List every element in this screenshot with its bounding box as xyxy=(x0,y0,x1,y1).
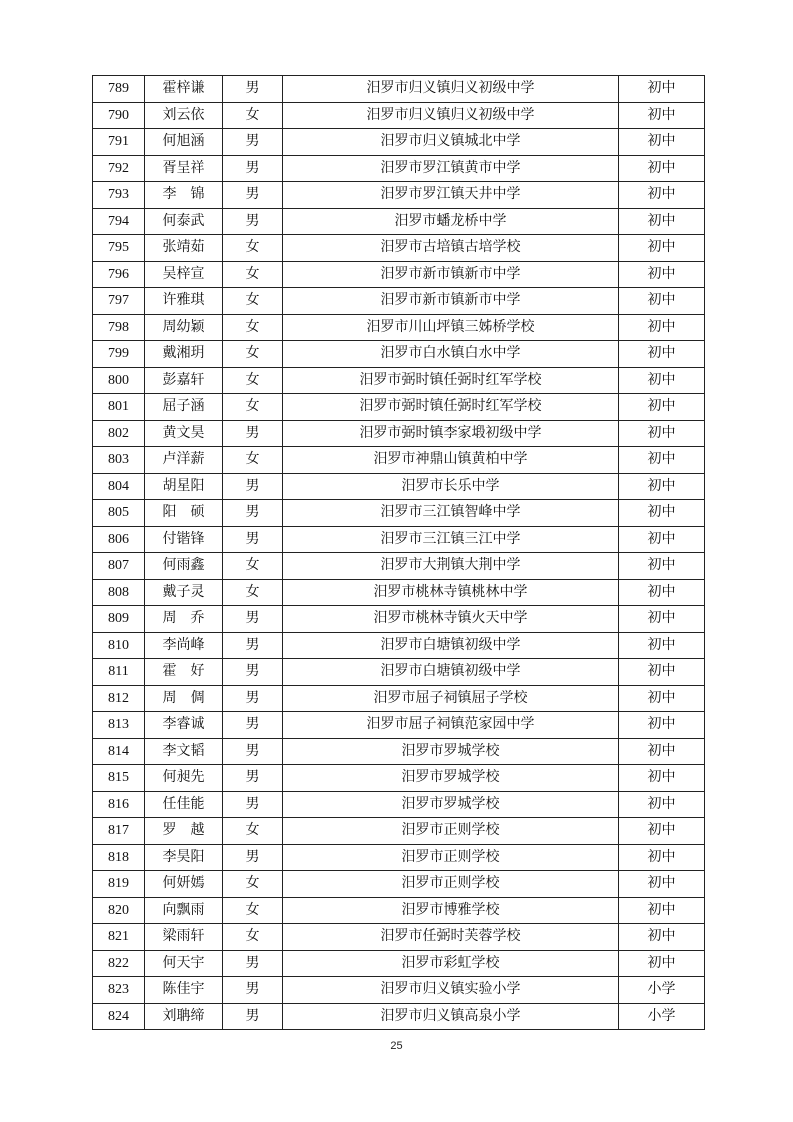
school-cell: 汨罗市白塘镇初级中学 xyxy=(283,632,619,659)
level-cell: 初中 xyxy=(619,182,705,209)
gender-cell: 男 xyxy=(223,791,283,818)
row-number-cell: 798 xyxy=(93,314,145,341)
table-row xyxy=(93,102,705,129)
gender-cell: 男 xyxy=(223,977,283,1004)
school-cell: 汨罗市弼时镇李家塅初级中学 xyxy=(283,420,619,447)
school-cell: 汨罗市神鼎山镇黄柏中学 xyxy=(283,447,619,474)
name-cell: 李 锦 xyxy=(145,182,223,209)
school-cell: 汨罗市博雅学校 xyxy=(283,897,619,924)
gender-cell: 女 xyxy=(223,314,283,341)
school-cell: 汨罗市弼时镇任弼时红军学校 xyxy=(283,367,619,394)
row-number-cell: 811 xyxy=(93,659,145,686)
name-cell: 黄文昊 xyxy=(145,420,223,447)
table-row xyxy=(93,288,705,315)
school-cell: 汨罗市白塘镇初级中学 xyxy=(283,659,619,686)
row-number-cell: 822 xyxy=(93,950,145,977)
row-number-cell: 819 xyxy=(93,871,145,898)
level-cell: 初中 xyxy=(619,659,705,686)
name-cell: 罗 越 xyxy=(145,818,223,845)
table-row xyxy=(93,447,705,474)
level-cell: 小学 xyxy=(619,977,705,1004)
row-number-cell: 816 xyxy=(93,791,145,818)
level-cell: 初中 xyxy=(619,685,705,712)
table-row xyxy=(93,579,705,606)
name-cell: 霍梓谦 xyxy=(145,76,223,103)
level-cell: 初中 xyxy=(619,394,705,421)
table-row xyxy=(93,394,705,421)
name-cell: 李文韬 xyxy=(145,738,223,765)
table-row xyxy=(93,659,705,686)
table-row xyxy=(93,977,705,1004)
name-cell: 何天宇 xyxy=(145,950,223,977)
level-cell: 初中 xyxy=(619,526,705,553)
school-cell: 汨罗市归义镇归义初级中学 xyxy=(283,76,619,103)
table-row xyxy=(93,844,705,871)
name-cell: 梁雨轩 xyxy=(145,924,223,951)
gender-cell: 男 xyxy=(223,685,283,712)
table-row xyxy=(93,367,705,394)
table-row xyxy=(93,235,705,262)
name-cell: 李尚峰 xyxy=(145,632,223,659)
school-cell: 汨罗市古培镇古培学校 xyxy=(283,235,619,262)
level-cell: 初中 xyxy=(619,606,705,633)
school-cell: 汨罗市大荆镇大荆中学 xyxy=(283,553,619,580)
name-cell: 刘聃缔 xyxy=(145,1003,223,1030)
level-cell: 初中 xyxy=(619,818,705,845)
name-cell: 何泰武 xyxy=(145,208,223,235)
name-cell: 戴湘玥 xyxy=(145,341,223,368)
gender-cell: 女 xyxy=(223,341,283,368)
row-number-cell: 824 xyxy=(93,1003,145,1030)
row-number-cell: 795 xyxy=(93,235,145,262)
name-cell: 何昶先 xyxy=(145,765,223,792)
name-cell: 何妍嫣 xyxy=(145,871,223,898)
level-cell: 初中 xyxy=(619,950,705,977)
gender-cell: 女 xyxy=(223,367,283,394)
name-cell: 胡星阳 xyxy=(145,473,223,500)
school-cell: 汨罗市正则学校 xyxy=(283,844,619,871)
gender-cell: 女 xyxy=(223,447,283,474)
school-cell: 汨罗市桃林寺镇火天中学 xyxy=(283,606,619,633)
row-number-cell: 814 xyxy=(93,738,145,765)
table-row xyxy=(93,818,705,845)
school-cell: 汨罗市川山坪镇三姊桥学校 xyxy=(283,314,619,341)
gender-cell: 男 xyxy=(223,129,283,156)
school-cell: 汨罗市蟠龙桥中学 xyxy=(283,208,619,235)
level-cell: 初中 xyxy=(619,553,705,580)
level-cell: 初中 xyxy=(619,738,705,765)
table-row xyxy=(93,314,705,341)
gender-cell: 男 xyxy=(223,500,283,527)
row-number-cell: 815 xyxy=(93,765,145,792)
table-row xyxy=(93,685,705,712)
level-cell: 初中 xyxy=(619,288,705,315)
table-row xyxy=(93,261,705,288)
row-number-cell: 823 xyxy=(93,977,145,1004)
level-cell: 初中 xyxy=(619,473,705,500)
row-number-cell: 803 xyxy=(93,447,145,474)
table-row xyxy=(93,208,705,235)
school-cell: 汨罗市罗城学校 xyxy=(283,765,619,792)
gender-cell: 女 xyxy=(223,818,283,845)
row-number-cell: 799 xyxy=(93,341,145,368)
name-cell: 吴梓宣 xyxy=(145,261,223,288)
name-cell: 李昊阳 xyxy=(145,844,223,871)
name-cell: 周 乔 xyxy=(145,606,223,633)
gender-cell: 女 xyxy=(223,288,283,315)
name-cell: 周幼颖 xyxy=(145,314,223,341)
row-number-cell: 800 xyxy=(93,367,145,394)
school-cell: 汨罗市归义镇城北中学 xyxy=(283,129,619,156)
table-row xyxy=(93,632,705,659)
row-number-cell: 810 xyxy=(93,632,145,659)
row-number-cell: 818 xyxy=(93,844,145,871)
name-cell: 戴子灵 xyxy=(145,579,223,606)
level-cell: 初中 xyxy=(619,341,705,368)
page-number: 25 xyxy=(390,1040,403,1052)
gender-cell: 男 xyxy=(223,182,283,209)
row-number-cell: 804 xyxy=(93,473,145,500)
gender-cell: 男 xyxy=(223,765,283,792)
row-number-cell: 801 xyxy=(93,394,145,421)
roster-table-body xyxy=(93,76,705,1030)
table-row xyxy=(93,500,705,527)
name-cell: 霍 好 xyxy=(145,659,223,686)
school-cell: 汨罗市新市镇新市中学 xyxy=(283,288,619,315)
school-cell: 汨罗市归义镇实验小学 xyxy=(283,977,619,1004)
gender-cell: 女 xyxy=(223,394,283,421)
level-cell: 初中 xyxy=(619,447,705,474)
school-cell: 汨罗市罗城学校 xyxy=(283,791,619,818)
row-number-cell: 789 xyxy=(93,76,145,103)
table-row xyxy=(93,473,705,500)
row-number-cell: 806 xyxy=(93,526,145,553)
table-row xyxy=(93,129,705,156)
name-cell: 周 倜 xyxy=(145,685,223,712)
gender-cell: 男 xyxy=(223,76,283,103)
gender-cell: 男 xyxy=(223,950,283,977)
table-row xyxy=(93,1003,705,1030)
table-row xyxy=(93,950,705,977)
gender-cell: 女 xyxy=(223,924,283,951)
gender-cell: 男 xyxy=(223,844,283,871)
gender-cell: 男 xyxy=(223,712,283,739)
gender-cell: 男 xyxy=(223,155,283,182)
row-number-cell: 817 xyxy=(93,818,145,845)
row-number-cell: 805 xyxy=(93,500,145,527)
name-cell: 何旭涵 xyxy=(145,129,223,156)
table-row xyxy=(93,712,705,739)
school-cell: 汨罗市归义镇归义初级中学 xyxy=(283,102,619,129)
name-cell: 阳 硕 xyxy=(145,500,223,527)
level-cell: 初中 xyxy=(619,129,705,156)
school-cell: 汨罗市罗城学校 xyxy=(283,738,619,765)
row-number-cell: 820 xyxy=(93,897,145,924)
gender-cell: 男 xyxy=(223,606,283,633)
level-cell: 初中 xyxy=(619,102,705,129)
level-cell: 初中 xyxy=(619,314,705,341)
level-cell: 初中 xyxy=(619,367,705,394)
table-row xyxy=(93,791,705,818)
school-cell: 汨罗市长乐中学 xyxy=(283,473,619,500)
level-cell: 初中 xyxy=(619,579,705,606)
level-cell: 初中 xyxy=(619,261,705,288)
school-cell: 汨罗市新市镇新市中学 xyxy=(283,261,619,288)
table-row xyxy=(93,76,705,103)
gender-cell: 女 xyxy=(223,871,283,898)
level-cell: 初中 xyxy=(619,76,705,103)
level-cell: 初中 xyxy=(619,208,705,235)
school-cell: 汨罗市屈子祠镇范家园中学 xyxy=(283,712,619,739)
level-cell: 初中 xyxy=(619,844,705,871)
row-number-cell: 791 xyxy=(93,129,145,156)
table-row xyxy=(93,182,705,209)
row-number-cell: 813 xyxy=(93,712,145,739)
gender-cell: 女 xyxy=(223,235,283,262)
table-row xyxy=(93,871,705,898)
gender-cell: 男 xyxy=(223,632,283,659)
row-number-cell: 808 xyxy=(93,579,145,606)
row-number-cell: 802 xyxy=(93,420,145,447)
name-cell: 付锴锋 xyxy=(145,526,223,553)
table-row xyxy=(93,765,705,792)
gender-cell: 男 xyxy=(223,1003,283,1030)
row-number-cell: 794 xyxy=(93,208,145,235)
school-cell: 汨罗市任弼时芙蓉学校 xyxy=(283,924,619,951)
gender-cell: 男 xyxy=(223,659,283,686)
level-cell: 初中 xyxy=(619,500,705,527)
gender-cell: 女 xyxy=(223,261,283,288)
school-cell: 汨罗市白水镇白水中学 xyxy=(283,341,619,368)
level-cell: 初中 xyxy=(619,235,705,262)
row-number-cell: 812 xyxy=(93,685,145,712)
row-number-cell: 821 xyxy=(93,924,145,951)
name-cell: 任佳能 xyxy=(145,791,223,818)
level-cell: 初中 xyxy=(619,791,705,818)
gender-cell: 男 xyxy=(223,208,283,235)
gender-cell: 男 xyxy=(223,420,283,447)
level-cell: 初中 xyxy=(619,897,705,924)
name-cell: 张靖茹 xyxy=(145,235,223,262)
gender-cell: 女 xyxy=(223,102,283,129)
table-row xyxy=(93,924,705,951)
school-cell: 汨罗市桃林寺镇桃林中学 xyxy=(283,579,619,606)
row-number-cell: 797 xyxy=(93,288,145,315)
gender-cell: 女 xyxy=(223,579,283,606)
school-cell: 汨罗市罗江镇天井中学 xyxy=(283,182,619,209)
table-row xyxy=(93,897,705,924)
name-cell: 向飘雨 xyxy=(145,897,223,924)
gender-cell: 女 xyxy=(223,553,283,580)
row-number-cell: 807 xyxy=(93,553,145,580)
gender-cell: 女 xyxy=(223,897,283,924)
table-row xyxy=(93,606,705,633)
school-cell: 汨罗市罗江镇黄市中学 xyxy=(283,155,619,182)
level-cell: 初中 xyxy=(619,712,705,739)
name-cell: 彭嘉轩 xyxy=(145,367,223,394)
gender-cell: 男 xyxy=(223,526,283,553)
name-cell: 陈佳宇 xyxy=(145,977,223,1004)
school-cell: 汨罗市彩虹学校 xyxy=(283,950,619,977)
school-cell: 汨罗市正则学校 xyxy=(283,818,619,845)
name-cell: 刘云依 xyxy=(145,102,223,129)
level-cell: 初中 xyxy=(619,155,705,182)
row-number-cell: 790 xyxy=(93,102,145,129)
school-cell: 汨罗市弼时镇任弼时红军学校 xyxy=(283,394,619,421)
level-cell: 初中 xyxy=(619,420,705,447)
table-row xyxy=(93,553,705,580)
roster-table xyxy=(92,75,705,1030)
school-cell: 汨罗市归义镇高泉小学 xyxy=(283,1003,619,1030)
name-cell: 屈子涵 xyxy=(145,394,223,421)
table-row xyxy=(93,526,705,553)
school-cell: 汨罗市屈子祠镇屈子学校 xyxy=(283,685,619,712)
school-cell: 汨罗市三江镇智峰中学 xyxy=(283,500,619,527)
level-cell: 初中 xyxy=(619,924,705,951)
table-row xyxy=(93,341,705,368)
name-cell: 李睿诚 xyxy=(145,712,223,739)
row-number-cell: 793 xyxy=(93,182,145,209)
level-cell: 小学 xyxy=(619,1003,705,1030)
level-cell: 初中 xyxy=(619,632,705,659)
name-cell: 卢洋薪 xyxy=(145,447,223,474)
name-cell: 胥呈祥 xyxy=(145,155,223,182)
school-cell: 汨罗市三江镇三江中学 xyxy=(283,526,619,553)
table-row xyxy=(93,155,705,182)
gender-cell: 男 xyxy=(223,473,283,500)
name-cell: 何雨鑫 xyxy=(145,553,223,580)
row-number-cell: 796 xyxy=(93,261,145,288)
table-row xyxy=(93,420,705,447)
name-cell: 许雅琪 xyxy=(145,288,223,315)
gender-cell: 男 xyxy=(223,738,283,765)
row-number-cell: 792 xyxy=(93,155,145,182)
table-row xyxy=(93,738,705,765)
level-cell: 初中 xyxy=(619,765,705,792)
level-cell: 初中 xyxy=(619,871,705,898)
row-number-cell: 809 xyxy=(93,606,145,633)
school-cell: 汨罗市正则学校 xyxy=(283,871,619,898)
